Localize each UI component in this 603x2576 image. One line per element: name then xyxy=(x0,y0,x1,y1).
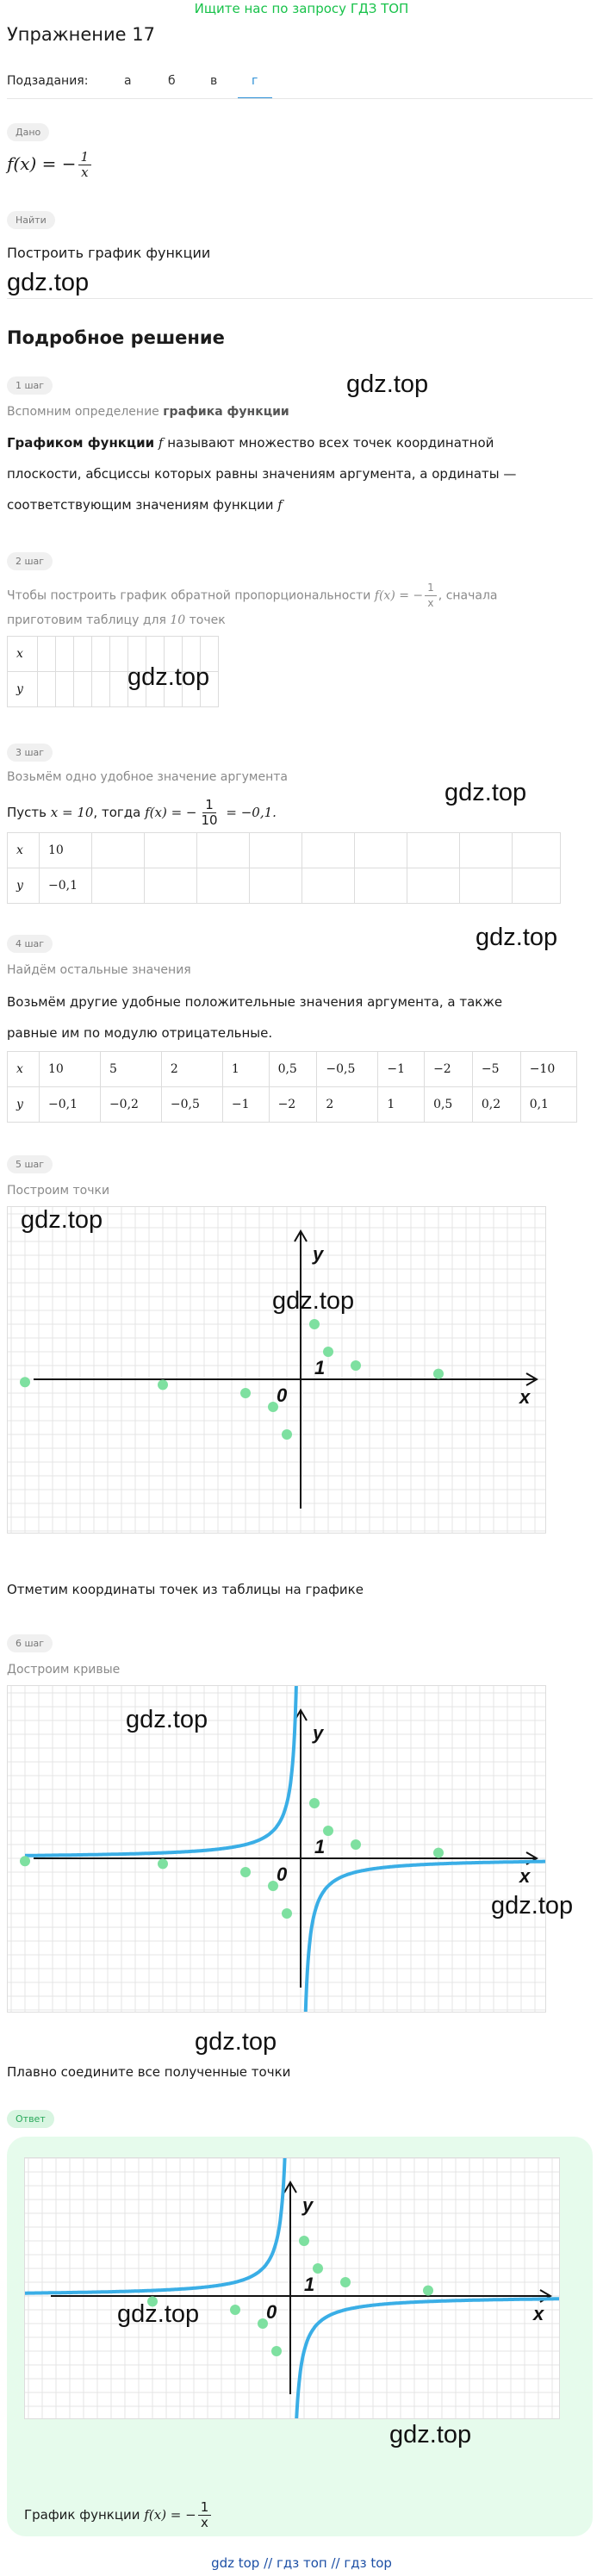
table-cell: 0,2 xyxy=(472,1087,520,1123)
page-title: Упражнение 17 xyxy=(7,24,155,45)
step4-line2: равные им по модулю отрицательные. xyxy=(7,1025,273,1041)
watermark: gdz.top xyxy=(444,779,527,806)
table-cell: −10 xyxy=(520,1052,576,1087)
tab-v[interactable]: в xyxy=(210,74,218,88)
step5-hint: Построим точки xyxy=(7,1184,110,1198)
curve-branch-left xyxy=(24,2157,287,2293)
data-point xyxy=(240,1388,251,1398)
data-point xyxy=(230,2305,240,2315)
find-pill: Найти xyxy=(7,211,55,229)
data-point xyxy=(313,2263,323,2274)
y-axis-label: y xyxy=(302,2194,314,2216)
step2-text-d: приготовим таблицу для xyxy=(7,613,166,627)
y-axis-label: y xyxy=(313,1722,324,1744)
answer-den: x xyxy=(201,2515,208,2530)
step2-pill: 2 шаг xyxy=(7,552,53,570)
data-point xyxy=(158,1379,168,1390)
tab-g[interactable]: г xyxy=(252,74,258,88)
given-func-lhs: f(x) = − xyxy=(7,153,77,174)
table-cell: 0,5 xyxy=(269,1052,317,1087)
answer-num: 1 xyxy=(198,2500,212,2516)
table-cell: −1 xyxy=(378,1052,425,1087)
data-point xyxy=(268,1402,278,1412)
data-point xyxy=(340,2277,351,2287)
tab-b[interactable]: б xyxy=(168,74,176,88)
given-num: 1 xyxy=(78,150,92,165)
step1-line2: плоскости, абсциссы которых равны значениям аргумента, а ординаты — xyxy=(7,466,517,482)
divider xyxy=(7,98,593,99)
step1-hint-prefix: Вспомним определение xyxy=(7,405,164,419)
step2-line2 xyxy=(7,613,226,627)
step3-d: f(x) = − xyxy=(145,805,197,820)
top-banner[interactable]: Ищите нас по запросу ГДЗ ТОП xyxy=(194,1,409,16)
divider xyxy=(7,298,593,299)
step3-pill: 3 шаг xyxy=(7,744,53,762)
step2-func: f(x) = − xyxy=(374,588,424,603)
table-cell: 2 xyxy=(317,1087,378,1123)
step2-line1 xyxy=(7,581,498,611)
table-cell: x xyxy=(8,833,40,868)
given-den: x xyxy=(81,165,89,180)
step3-num: 1 xyxy=(202,798,216,813)
tick-label-one: 1 xyxy=(304,2274,315,2295)
given-pill: Дано xyxy=(7,123,49,141)
y-axis-label: y xyxy=(313,1243,324,1265)
watermark: gdz.top xyxy=(126,1706,208,1733)
answer-caption-text: График функции xyxy=(24,2507,140,2523)
watermark: gdz.top xyxy=(491,1892,574,1920)
x-axis-label: x xyxy=(533,2303,544,2324)
watermark: gdz.top xyxy=(21,1206,103,1234)
watermark: gdz.top xyxy=(7,269,90,296)
data-point xyxy=(323,1347,333,1357)
data-point xyxy=(240,1867,251,1877)
given-formula xyxy=(7,150,93,180)
table-cell: y xyxy=(8,672,38,707)
step3-a: Пусть xyxy=(7,805,47,820)
step1-var: f xyxy=(158,435,164,451)
grid xyxy=(25,2158,559,2418)
table-cell: 10 xyxy=(40,1052,101,1087)
grid xyxy=(8,1207,545,1533)
watermark: gdz.top xyxy=(389,2421,472,2448)
step2-num: 1 xyxy=(425,581,437,596)
step4-pill: 4 шаг xyxy=(7,935,53,953)
table-cell: −2 xyxy=(425,1052,473,1087)
step3-c: , тогда xyxy=(93,805,141,820)
step4-line1: Возьмём другие удобные положительные значения аргумента, а также xyxy=(7,994,503,1010)
data-point xyxy=(20,1856,30,1866)
watermark: gdz.top xyxy=(127,663,210,691)
table-cell: y xyxy=(8,1087,40,1123)
curve-branch-right xyxy=(294,2299,560,2419)
x-axis-label: x xyxy=(519,1865,531,1887)
step3-den: 10 xyxy=(201,812,218,828)
step5-caption: Отметим координаты точек из таблицы на графике xyxy=(7,1582,364,1597)
table-cell: 2 xyxy=(161,1052,222,1087)
step2-count: 10 xyxy=(170,613,186,627)
data-point xyxy=(158,1858,168,1869)
origin-label: 0 xyxy=(277,1864,288,1885)
step1-hint xyxy=(7,405,289,419)
step5-pill: 5 шаг xyxy=(7,1155,53,1173)
grid xyxy=(8,1686,545,2012)
step4-hint: Найдём остальные значения xyxy=(7,963,191,977)
table-cell: −1 xyxy=(222,1087,269,1123)
points-graph xyxy=(7,1206,546,1534)
answer-pill: Ответ xyxy=(7,2110,54,2128)
step1-term: Графиком функции xyxy=(7,435,155,451)
tick-label-one: 1 xyxy=(314,1357,326,1378)
step1-line3 xyxy=(7,492,283,518)
table-cell: −0,2 xyxy=(100,1087,161,1123)
step2-text-a: Чтобы построить график обратной пропорциональности xyxy=(7,588,371,603)
data-point xyxy=(423,2286,433,2296)
data-point xyxy=(282,1908,292,1919)
answer-caption xyxy=(24,2500,213,2530)
step3-hint: Возьмём одно удобное значение аргумента xyxy=(7,770,288,784)
table-cell: 5 xyxy=(100,1052,161,1087)
x-axis-label: x xyxy=(519,1386,531,1408)
data-point xyxy=(351,1839,361,1850)
table-cell: x xyxy=(8,1052,40,1087)
answer-func: f(x) = − xyxy=(144,2507,196,2523)
tick-label-one: 1 xyxy=(314,1836,326,1857)
watermark: gdz.top xyxy=(272,1287,355,1315)
step1-hint-bold: графика функции xyxy=(163,405,289,419)
watermark: gdz.top xyxy=(476,924,558,951)
values-table xyxy=(7,1051,577,1123)
data-point xyxy=(299,2236,309,2246)
step1-pill: 1 шаг xyxy=(7,376,53,395)
data-point xyxy=(268,1881,278,1891)
solution-title: Подробное решение xyxy=(7,327,225,348)
table-cell: 0,1 xyxy=(520,1087,576,1123)
step2-den: x xyxy=(427,597,434,609)
table-cell: 1 xyxy=(222,1052,269,1087)
table-cell: y xyxy=(8,868,40,904)
curve-graph xyxy=(7,1685,546,2013)
step6-pill: 6 шаг xyxy=(7,1634,53,1652)
table-cell: −0,5 xyxy=(317,1052,378,1087)
step3-b: x = 10 xyxy=(50,805,94,820)
table-cell: −2 xyxy=(269,1087,317,1123)
data-point xyxy=(433,1848,444,1858)
subtasks-label: Подзадания: xyxy=(7,74,89,88)
table-cell: 1 xyxy=(378,1087,425,1123)
step1-line3-var: f xyxy=(277,497,283,513)
table-cell: 10 xyxy=(40,833,92,868)
table-cell: 0,5 xyxy=(425,1087,473,1123)
data-point xyxy=(271,2346,282,2356)
table-cell: x xyxy=(8,637,38,672)
data-point xyxy=(258,2318,268,2329)
table-row xyxy=(8,1087,577,1123)
answer-graph xyxy=(24,2157,560,2419)
data-point xyxy=(351,1360,361,1371)
step1-line1 xyxy=(7,430,494,456)
table-row xyxy=(8,1052,577,1087)
table-cell: −0,1 xyxy=(40,1087,101,1123)
origin-label: 0 xyxy=(266,2301,277,2323)
table-row xyxy=(8,833,561,868)
table-row xyxy=(8,868,561,904)
tab-a[interactable]: а xyxy=(124,74,132,88)
watermark: gdz.top xyxy=(117,2300,200,2328)
step2-text-e: точек xyxy=(189,613,226,627)
data-point xyxy=(309,1798,320,1808)
find-text: Построить график функции xyxy=(7,245,211,261)
data-point xyxy=(433,1369,444,1379)
step6-hint: Достроим кривые xyxy=(7,1663,121,1677)
step1-line1-rest: называют множество всех точек координатной xyxy=(167,435,494,451)
data-point xyxy=(323,1826,333,1836)
step3-e: = −0,1. xyxy=(226,805,277,820)
step3-text xyxy=(7,798,277,828)
footer-links[interactable]: gdz top // гдз топ // гдз top xyxy=(211,2555,392,2571)
table-cell: −0,5 xyxy=(161,1087,222,1123)
watermark: gdz.top xyxy=(346,370,429,398)
data-point xyxy=(309,1319,320,1329)
data-point xyxy=(282,1429,292,1440)
step1-line3-text: соответствующим значениям функции xyxy=(7,497,274,513)
step6-caption: Плавно соедините все полученные точки xyxy=(7,2064,291,2080)
step2-text-c: , сначала xyxy=(438,588,498,603)
table-cell: −5 xyxy=(472,1052,520,1087)
table-cell: −0,1 xyxy=(40,868,92,904)
origin-label: 0 xyxy=(277,1384,288,1406)
watermark: gdz.top xyxy=(195,2028,277,2056)
data-point xyxy=(20,1377,30,1387)
one-value-table xyxy=(7,832,561,904)
